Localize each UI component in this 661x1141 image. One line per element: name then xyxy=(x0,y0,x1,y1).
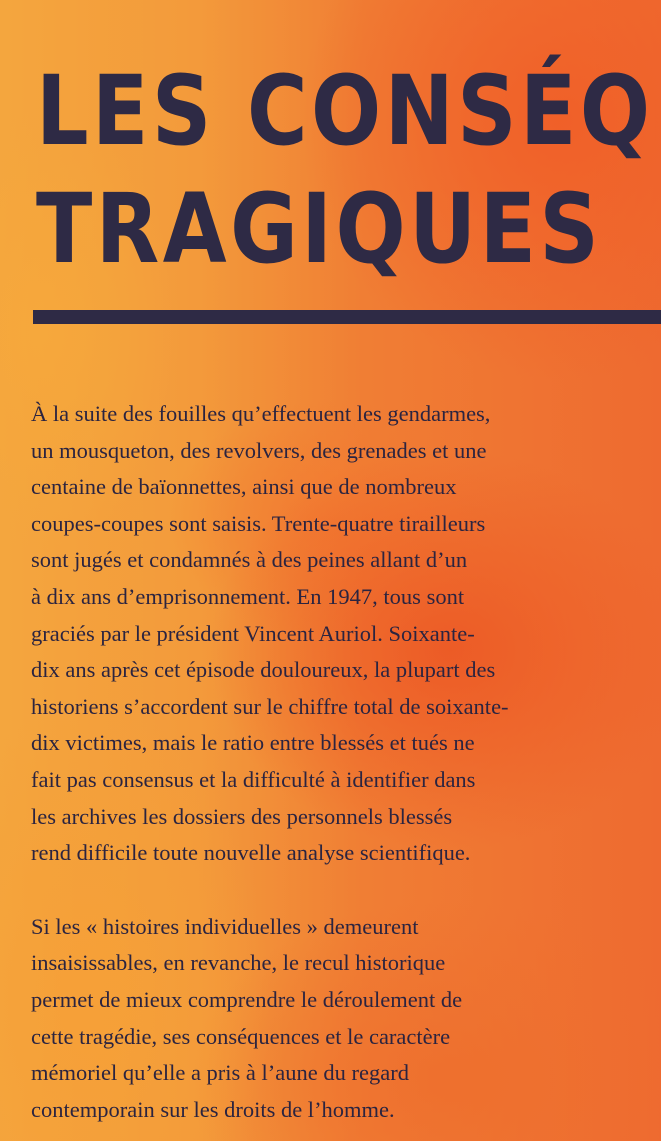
body-text xyxy=(31,396,641,1128)
paragraph-2: Si les « histoires individuelles » demeurent insaisissables, en revanche, le recul historique permet de mieux comprendre le déroulement de cette tragédie, ses conséquences et le caractère mémoriel qu’elle a pris à l’aune du regard contemporain sur les droits de l’homme. xyxy=(31,913,463,1122)
title-line-1: LES CONSÉQ xyxy=(36,55,654,167)
paragraph-1: À la suite des fouilles qu’effectuent les gendarmes, un mousqueton, des revolvers, des grenades et une centaine de baïonnettes, ainsi que de nombreux coupes-coupes sont saisis. Trente-quatre tirailleurs sont jugés et condamnés à des peines allant d’un à dix ans d’emprisonnement. En 1947, tous sont graciés par le président Vincent Auriol. Soixante- dix ans après cet épisode douloureux, la plupart des historiens s’accordent sur le chiffre total de soixante- dix victimes, mais le ratio entre blessés et tués ne fait pas consensus et la difficulté à identifier dans les archives les dossiers des personnels blessés rend difficile toute nouvelle analyse scientifique. xyxy=(31,401,509,866)
title-divider xyxy=(33,310,661,324)
title-line-2: TRAGIQUES xyxy=(36,173,603,285)
page-title xyxy=(36,52,654,288)
